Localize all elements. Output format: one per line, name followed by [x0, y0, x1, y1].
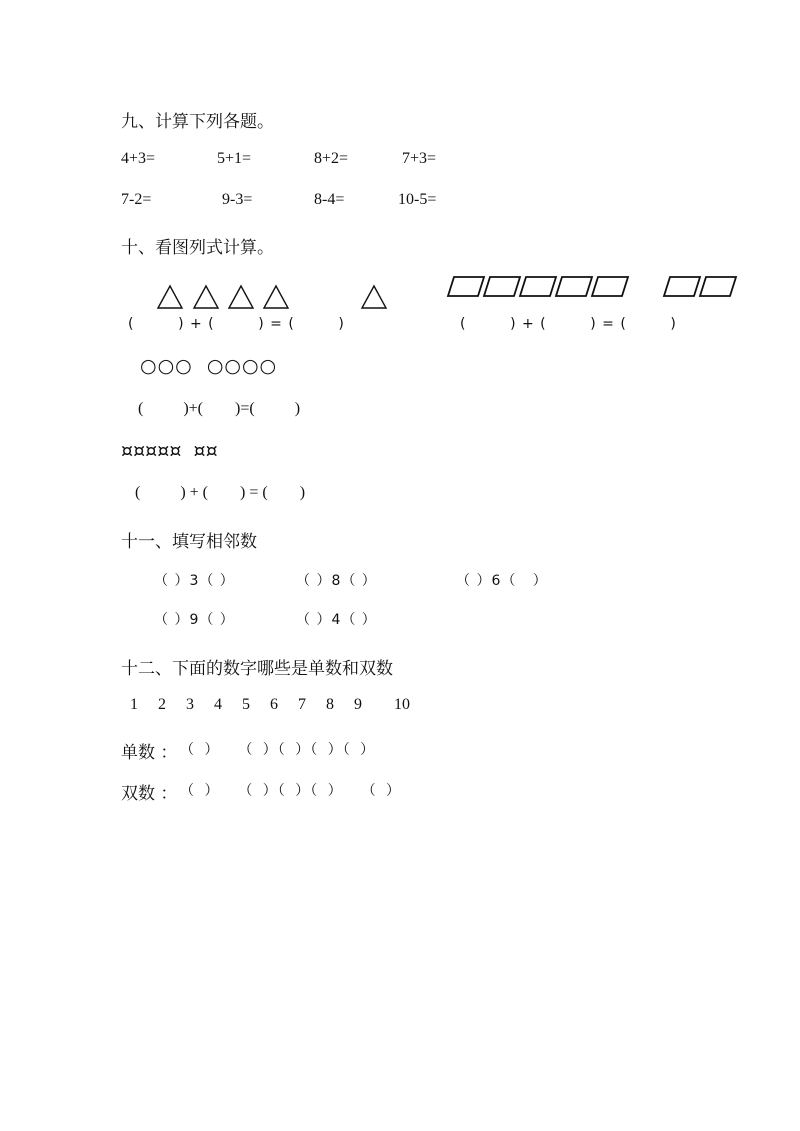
parallelogram-icon [448, 277, 484, 296]
equation-10-minus-5: 10-5= [398, 191, 437, 208]
equation-5-plus-1: 5+1= [217, 150, 252, 167]
odd-label: 单数 ： [121, 743, 178, 763]
even-label: 双数 ： [121, 784, 178, 804]
number-6: 6 [270, 696, 278, 713]
equation-8-minus-4: 8-4= [314, 191, 345, 208]
equation-9-minus-3: 9-3= [222, 191, 253, 208]
triangle-icon [194, 286, 218, 308]
parallelogram-icon [484, 277, 520, 296]
equation-4-plus-3: 4+3= [121, 150, 156, 167]
number-1: 1 [130, 696, 138, 713]
circle-figure: ○○○ ○○○○ [140, 355, 278, 377]
triangle-icon [264, 286, 288, 308]
neighbor-6-blanks[interactable]: （ ）6（ ） [456, 573, 548, 589]
neighbor-8-blanks[interactable]: （ ）8（ ） [296, 573, 377, 589]
number-5: 5 [242, 696, 250, 713]
even-blanks[interactable]: （ ） （ ）（ ）（ ） （ ） [180, 783, 402, 799]
star-equation-blanks[interactable]: ( ) + ( ) = ( ) [135, 484, 306, 501]
star-figure: ¤¤¤¤¤ ¤¤ [121, 440, 218, 462]
number-2: 2 [158, 696, 166, 713]
equation-8-plus-2: 8+2= [314, 150, 349, 167]
odd-blanks[interactable]: （ ） （ ）（ ）（ ）（ ） [180, 742, 376, 758]
section-10-title: 十、看图列式计算。 [121, 238, 274, 258]
parallelogram-equation-blanks[interactable]: ( ) + ( ) = ( ) [460, 316, 677, 332]
number-10: 10 [394, 696, 410, 713]
parallelogram-icon [664, 277, 700, 296]
triangle-icon [229, 286, 253, 308]
neighbor-9-blanks[interactable]: （ ）9（ ） [154, 612, 235, 628]
triangle-icon [362, 286, 386, 308]
parallelogram-icon [556, 277, 592, 296]
section-11-title: 十一、填写相邻数 [121, 532, 257, 552]
triangle-icon [158, 286, 182, 308]
section-9-title: 九、计算下列各题。 [121, 112, 274, 132]
neighbor-4-blanks[interactable]: （ ）4（ ） [296, 612, 377, 628]
parallelogram-figure [440, 274, 760, 304]
triangle-figure [150, 280, 450, 320]
section-12-title: 十二、下面的数字哪些是单数和双数 [121, 659, 393, 679]
parallelogram-icon [520, 277, 556, 296]
number-9: 9 [354, 696, 362, 713]
parallelogram-icon [592, 277, 628, 296]
parallelogram-icon [700, 277, 736, 296]
neighbor-3-blanks[interactable]: （ ）3（ ） [154, 573, 235, 589]
number-3: 3 [186, 696, 194, 713]
triangle-equation-blanks[interactable]: ( ) + ( ) = ( ) [128, 316, 345, 332]
number-7: 7 [298, 696, 306, 713]
equation-7-plus-3: 7+3= [402, 150, 437, 167]
number-4: 4 [214, 696, 222, 713]
number-8: 8 [326, 696, 334, 713]
equation-7-minus-2: 7-2= [121, 191, 152, 208]
circle-equation-blanks[interactable]: ( )+( )=( ) [138, 400, 301, 417]
